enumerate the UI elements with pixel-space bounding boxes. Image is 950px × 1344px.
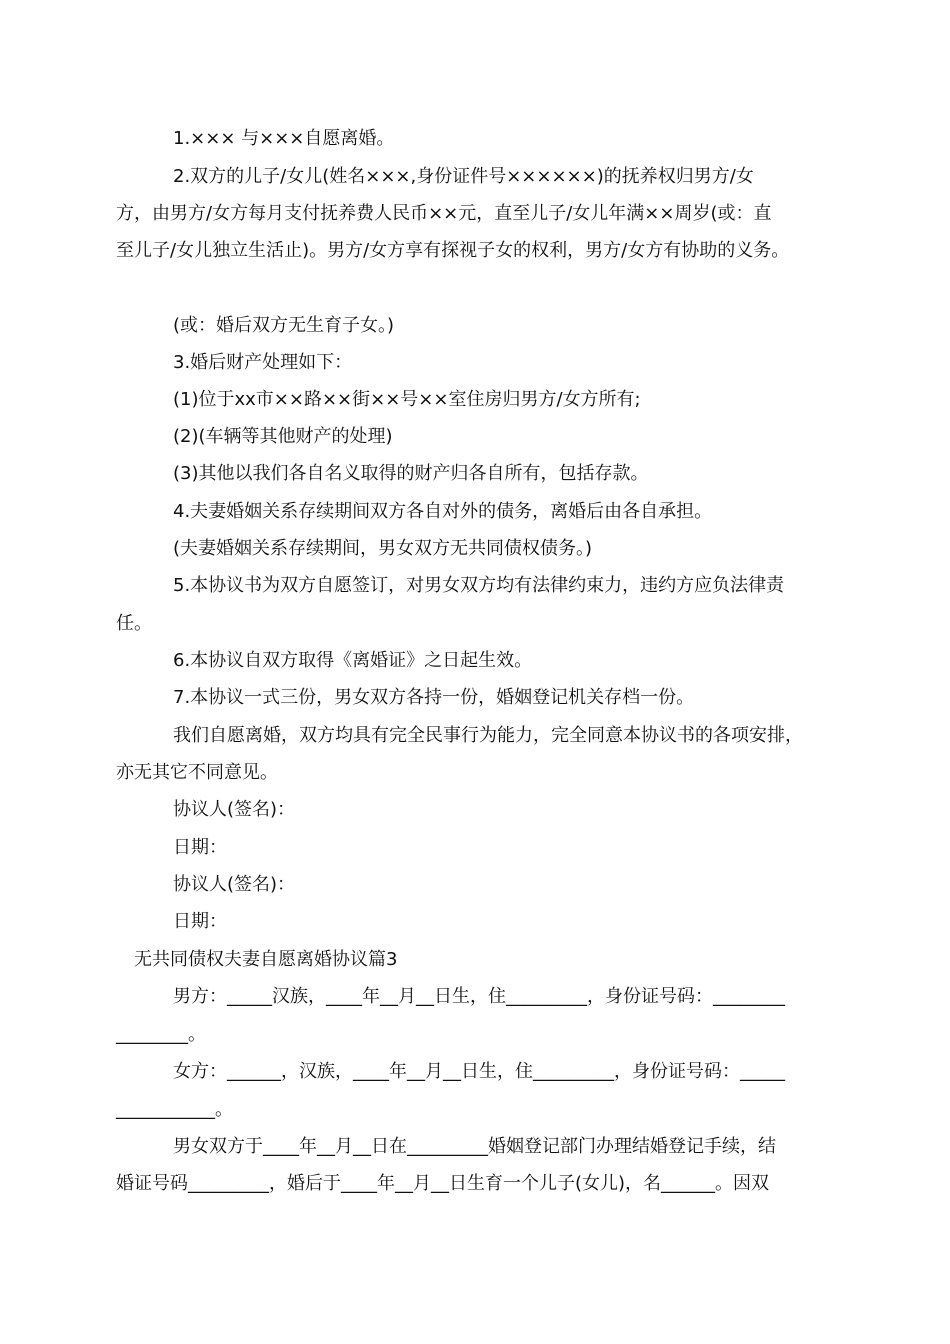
clause-3-item-3: (3)其他以我们各自名义取得的财产归各自所有，包括存款。 [173,463,649,484]
marriage-registration: 男女双方于____年__月__日在_________婚姻登记部门办理结婚登记手续，结 [173,1136,776,1157]
date-label-1: 日期： [173,837,227,858]
clause-2-cont-2: 至儿子/女儿独立生活止)。男方/女方享有探视子女的权利，男方/女方有协助的义务。 [116,240,790,261]
clause-5: 5.本协议书为双方自愿签订，对男女双方均有法律约束力，违约方应负法律责 [173,575,785,596]
clause-2: 2.双方的儿子/女儿(姓名×××,身份证件号××××××)的抚养权归男方/女 [173,166,754,187]
marriage-registration-cont: 婚证号码_________，婚后于____年__月__日生育一个儿子(女儿)，名______。因双 [116,1173,770,1194]
signatory-label-2: 协议人(签名)： [173,874,296,895]
clause-3: 3.婚后财产处理如下： [173,352,353,373]
clause-4-alt: (夫妻婚姻关系存续期间，男女双方无共同债权债务。) [173,538,593,559]
male-party-line: 男方：_____汉族，____年__月__日生，住_________，身份证号码：________ [173,986,785,1007]
clause-7: 7.本协议一式三份，男女双方各持一份，婚姻登记机关存档一份。 [173,687,695,708]
clause-5-cont: 任。 [116,613,152,634]
clause-4: 4.夫妻婚姻关系存续期间双方各自对外的债务，离婚后由各自承担。 [173,501,713,522]
female-party-cont: ___________。 [116,1099,233,1120]
clause-3-item-2: (2)(车辆等其他财产的处理) [173,426,393,447]
female-party-line: 女方：______，汉族，____年__月__日生，住_________，身份证号码：_____ [173,1061,785,1082]
clause-2-alt: (或：婚后双方无生育子女。) [173,315,395,336]
declaration-cont: 亦无其它不同意见。 [116,762,278,783]
signatory-label-1: 协议人(签名)： [173,799,296,820]
clause-6: 6.本协议自双方取得《离婚证》之日起生效。 [173,650,533,671]
clause-3-item-1: (1)位于xx市××路××街××号××室住房归男方/女方所有; [173,389,641,410]
section-heading: 无共同债权夫妻自愿离婚协议篇3 [134,949,398,970]
clause-2-cont-1: 方，由男方/女方每月支付抚养费人民币××元，直至儿子/女儿年满××周岁(或：直 [116,203,772,224]
date-label-2: 日期： [173,911,227,932]
declaration: 我们自愿离婚，双方均具有完全民事行为能力，完全同意本协议书的各项安排， [173,725,803,746]
clause-1: 1.××× 与×××自愿离婚。 [173,128,395,149]
male-party-cont: ________。 [116,1024,206,1045]
